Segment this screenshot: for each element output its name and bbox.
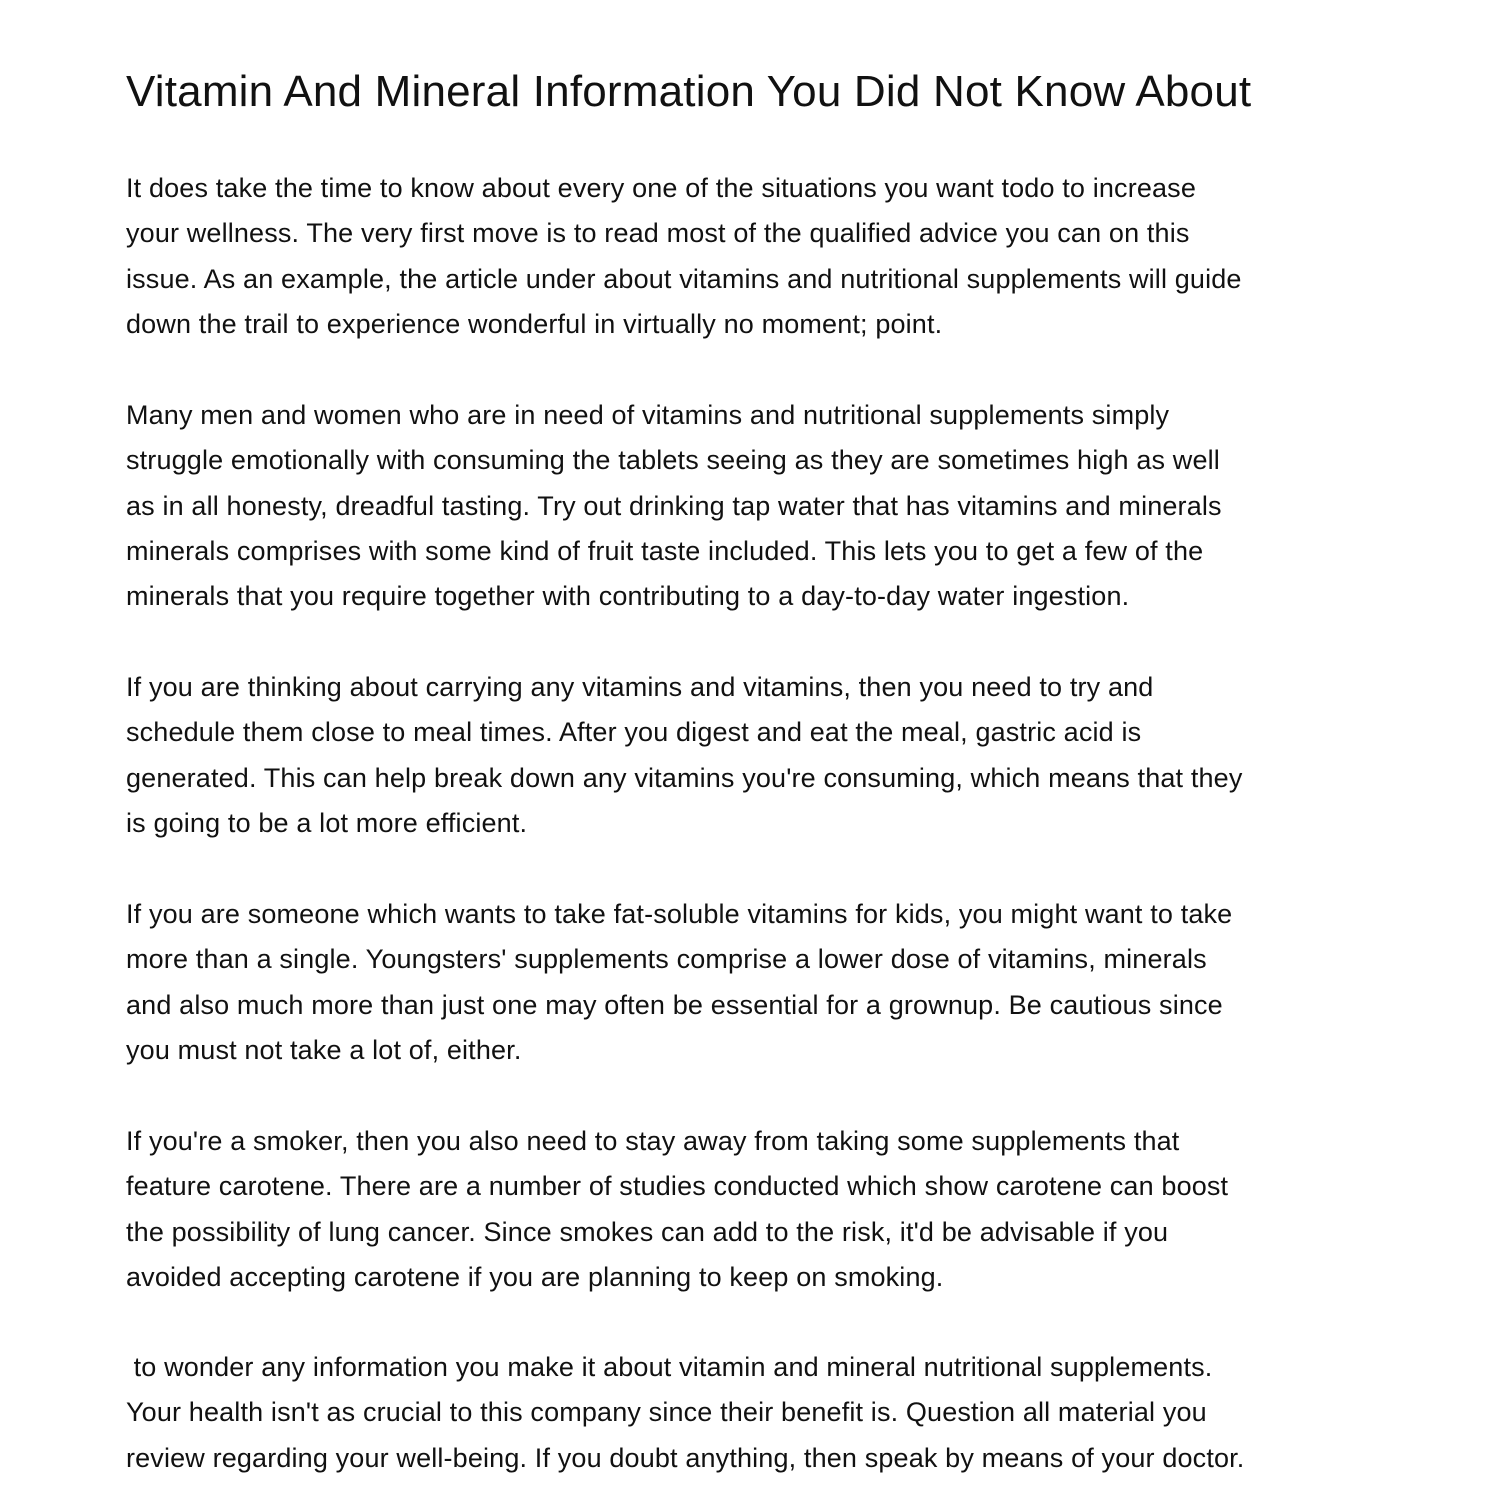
document-page <box>126 62 1376 1473</box>
paragraph-line: minerals that you require together with contributing to a day-to-day water ingestion. <box>126 581 1130 612</box>
paragraph-line: the possibility of lung cancer. Since smokes can add to the risk, it'd be advisable if you <box>126 1216 1169 1247</box>
paragraph-1 <box>126 166 1242 347</box>
paragraph-line: issue. As an example, the article under about vitamins and nutritional supplements will guide <box>126 263 1242 294</box>
paragraph-2 <box>126 393 1222 619</box>
paragraph-line: If you're a smoker, then you also need to stay away from taking some supplements that <box>126 1126 1180 1156</box>
paragraph-line: and also much more than just one may often be essential for a grownup. Be cautious since <box>126 989 1223 1020</box>
paragraph-line: If you are someone which wants to take fat-soluble vitamins for kids, you might want to take <box>126 899 1233 929</box>
paragraph-line: It does take the time to know about every one of the situations you want todo to increase <box>126 173 1196 203</box>
document-title: Vitamin And Mineral Information You Did Not Know About <box>126 67 1252 116</box>
paragraph-line: avoided accepting carotene if you are planning to keep on smoking. <box>126 1261 944 1292</box>
paragraph-line: as in all honesty, dreadful tasting. Try out drinking tap water that has vitamins and minerals <box>126 490 1222 521</box>
paragraph-line: Your health isn't as crucial to this company since their benefit is. Question all material you <box>126 1397 1207 1428</box>
paragraph-line: review regarding your well-being. If you doubt anything, then speak by means of your doctor. <box>126 1442 1245 1473</box>
paragraph-line: struggle emotionally with consuming the tablets seeing as they are sometimes high as well <box>126 445 1220 476</box>
paragraph-line: is going to be a lot more efficient. <box>126 807 528 838</box>
paragraph-3 <box>126 665 1242 846</box>
paragraph-line: schedule them close to meal times. After you digest and eat the meal, gastric acid is <box>126 717 1142 748</box>
paragraph-line: your wellness. The very first move is to read most of the qualified advice you can on this <box>126 218 1190 249</box>
paragraph-5 <box>126 1119 1228 1300</box>
paragraph-line: If you are thinking about carrying any vitamins and vitamins, then you need to try and <box>126 672 1154 702</box>
paragraph-line: you must not take a lot of, either. <box>126 1034 522 1065</box>
paragraph-line: down the trail to experience wonderful in virtually no moment; point. <box>126 308 943 339</box>
paragraph-line: Many men and women who are in need of vitamins and nutritional supplements simply <box>126 400 1170 430</box>
paragraph-line: generated. This can help break down any vitamins you're consuming, which means that they <box>126 762 1243 793</box>
paragraph-4 <box>126 892 1232 1073</box>
paragraph-6 <box>126 1345 1244 1481</box>
paragraph-line: feature carotene. There are a number of studies conducted which show carotene can boost <box>126 1171 1229 1202</box>
paragraph-line: minerals comprises with some kind of fruit taste included. This lets you to get a few of the <box>126 535 1204 566</box>
paragraph-line: to wonder any information you make it about vitamin and mineral nutritional supplements. <box>126 1352 1213 1382</box>
paragraph-line: more than a single. Youngsters' supplements comprise a lower dose of vitamins, minerals <box>126 944 1207 975</box>
